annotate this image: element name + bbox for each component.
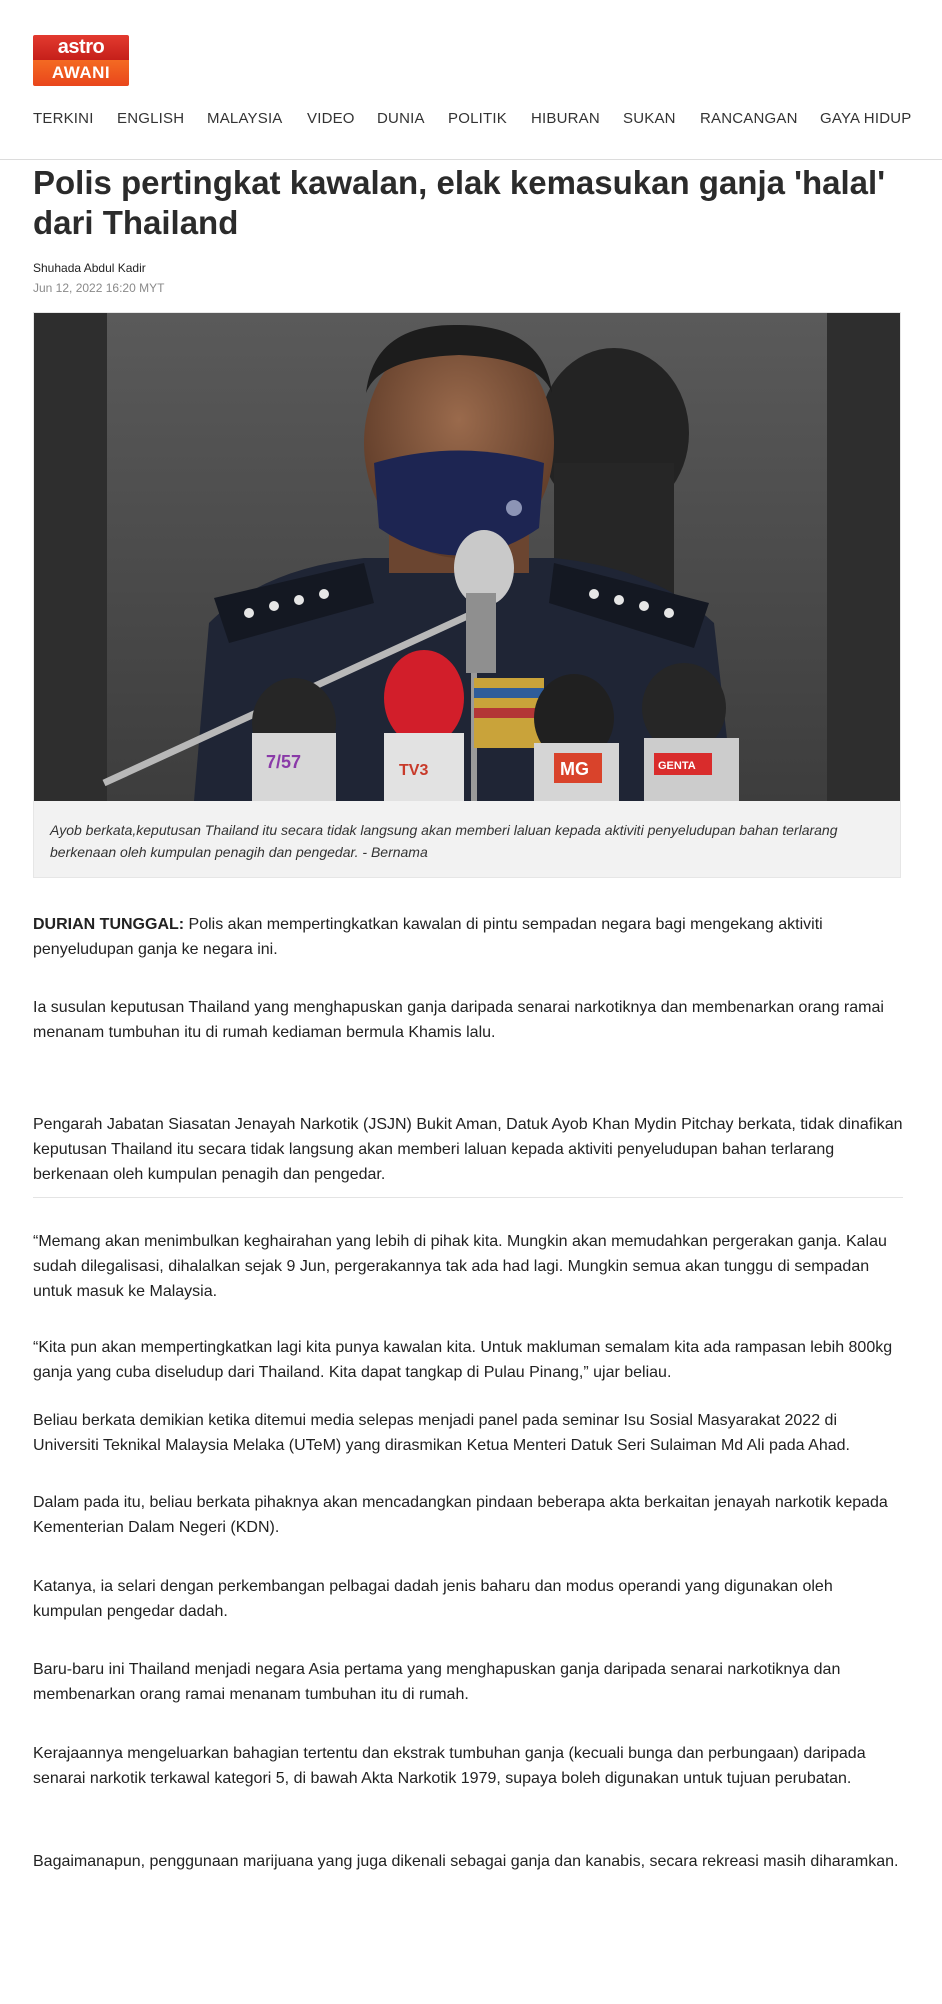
mic-label-mg: MG [560, 759, 589, 779]
nav-item-hiburan[interactable]: HIBURAN [531, 110, 600, 127]
article-author[interactable]: Shuhada Abdul Kadir [33, 261, 146, 275]
article-title: Polis pertingkat kawalan, elak kemasukan ganja 'halal' dari Thailand [33, 164, 886, 241]
lead-text: Polis akan mempertingkatkan kawalan di pintu sempadan negara bagi mengekang aktiviti penyeludupan ganja ke negara ini. [33, 916, 823, 958]
photo-caption: Ayob berkata,keputusan Thailand itu secara tidak langsung akan memberi laluan kepada aktiviti penyeludupan bahan terlarang berkenaan oleh kumpulan penagih dan pengedar. - Bernama [50, 822, 838, 860]
article-photo [34, 313, 900, 801]
main-nav [33, 110, 913, 134]
nav-item-malaysia[interactable]: MALAYSIA [207, 110, 283, 127]
astro-awani-logo[interactable] [33, 35, 129, 86]
lead-dateline: DURIAN TUNGGAL: [33, 916, 185, 933]
nav-item-sukan[interactable]: SUKAN [623, 110, 676, 127]
paragraph-7: Katanya, ia selari dengan perkembangan pelbagai dadah jenis baharu dan modus operandi yang digunakan oleh kumpulan pengedar dadah. [33, 1578, 833, 1620]
paragraph-5: Beliau berkata demikian ketika ditemui media selepas menjadi panel pada seminar Isu Sosial Masyarakat 2022 di Universiti Teknikal Malaysia Melaka (UTeM) yang dirasmikan Ketua Menteri Datuk Seri Sulaiman Md Ali pada Ahad. [33, 1412, 850, 1454]
nav-item-video[interactable]: VIDEO [307, 110, 355, 127]
nav-item-gaya-hidup[interactable]: GAYA HIDUP [820, 110, 912, 127]
lead-paragraph [33, 912, 903, 962]
logo-bottom-text: AWANI [33, 60, 129, 86]
paragraph-8: Baru-baru ini Thailand menjadi negara Asia pertama yang menghapuskan ganja daripada senarai narkotiknya dan membenarkan orang ramai menanam tumbuhan itu di rumah. [33, 1661, 841, 1703]
paragraph-3: “Memang akan menimbulkan keghairahan yang lebih di pihak kita. Mungkin akan memudahkan pergerakan ganja. Kalau sudah dilegalisasi, dihalalkan sejak 9 Jun, pergerakannya tak ada had lagi. Mungkin semua akan tunggu di sempadan untuk masuk ke Malaysia. [33, 1233, 887, 1300]
mic-label-genta: GENTA [658, 760, 696, 772]
press-conference-photo [34, 313, 900, 801]
paragraph-10: Bagaimanapun, penggunaan marijuana yang juga dikenali sebagai ganja dan kanabis, secara rekreasi masih diharamkan. [33, 1853, 899, 1870]
mic-label-tv3: TV3 [399, 762, 429, 779]
nav-item-rancangan[interactable]: RANCANGAN [700, 110, 798, 127]
nav-item-politik[interactable]: POLITIK [448, 110, 507, 127]
nav-item-terkini[interactable]: TERKINI [33, 110, 94, 127]
nav-item-dunia[interactable]: DUNIA [377, 110, 425, 127]
mic-label-757: 7/57 [266, 752, 302, 772]
paragraph-4: “Kita pun akan mempertingkatkan lagi kita punya kawalan kita. Untuk makluman semalam kita ada rampasan lebih 800kg ganja yang cuba diseludup dari Thailand. Kita dapat tangkap di Pulau Pinang,” ujar beliau. [33, 1339, 893, 1381]
logo-top-text: astro [33, 35, 129, 60]
paragraph-9: Kerajaannya mengeluarkan bahagian tertentu dan ekstrak tumbuhan ganja (kecuali bunga dan perbungaan) daripada senarai narkotik terkawal kategori 5, di bawah Akta Narkotik 1979, supaya boleh digunakan untuk tujuan perubatan. [33, 1745, 866, 1787]
content-divider [33, 1197, 903, 1198]
paragraph-2: Pengarah Jabatan Siasatan Jenayah Narkotik (JSJN) Bukit Aman, Datuk Ayob Khan Mydin Pitchay berkata, tidak dinafikan keputusan Thailand itu secara tidak langsung akan memberi laluan kepada aktiviti penyeludupan bahan terlarang berkenaan oleh kumpulan penagih dan pengedar. [33, 1116, 903, 1183]
article-date: Jun 12, 2022 16:20 MYT [33, 281, 165, 295]
nav-item-english[interactable]: ENGLISH [117, 110, 185, 127]
paragraph-1: Ia susulan keputusan Thailand yang menghapuskan ganja daripada senarai narkotiknya dan membenarkan orang ramai menanam tumbuhan itu di rumah kediaman bermula Khamis lalu. [33, 999, 884, 1041]
paragraph-6: Dalam pada itu, beliau berkata pihaknya akan mencadangkan pindaan beberapa akta berkaitan jenayah narkotik kepada Kementerian Dalam Negeri (KDN). [33, 1494, 888, 1536]
site-header [0, 0, 942, 160]
article-figure [33, 312, 901, 878]
